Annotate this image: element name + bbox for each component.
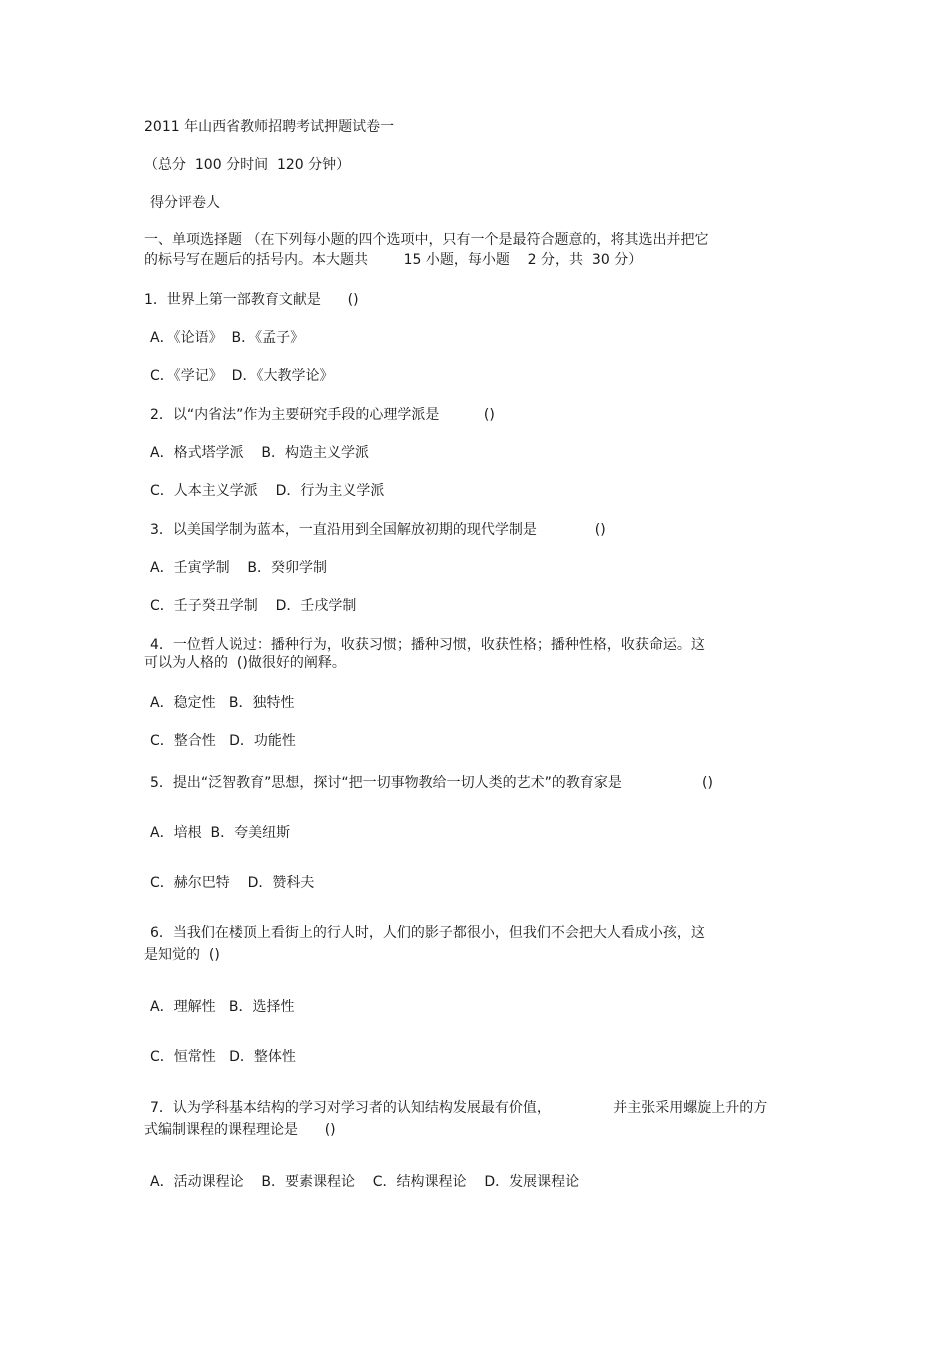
question-1-options-ab: A．《论语》 B．《孟子》: [150, 330, 305, 346]
exam-title: 2011 年山西省教师招聘考试押题试卷一: [144, 119, 395, 135]
question-4-stem-line-1: 4．一位哲人说过：播种行为，收获习惯；播种习惯，收获性格；播种性格，收获命运。这: [150, 637, 705, 653]
question-3-options-ab: A．壬寅学制 B．癸卯学制: [150, 560, 327, 576]
exam-meta: （总分 100 分时间 120 分钟）: [144, 157, 351, 173]
question-7-stem-line-1: 7．认为学科基本结构的学习对学习者的认知结构发展最有价值， 并主张采用螺旋上升的方: [150, 1100, 768, 1116]
question-4-options-ab: A．稳定性 B．独特性: [150, 695, 295, 711]
scorer-label: 得分评卷人: [150, 195, 220, 211]
question-2-stem: 2．以“内省法”作为主要研究手段的心理学派是 (): [150, 407, 495, 423]
question-6-options-ab: A．理解性 B．选择性: [150, 999, 295, 1015]
question-4-stem-line-2: 可以为人格的 ()做很好的阐释。: [144, 655, 346, 671]
question-7-options: A．活动课程论 B．要素课程论 C．结构课程论 D．发展课程论: [150, 1174, 580, 1190]
question-6-options-cd: C．恒常性 D．整体性: [150, 1049, 296, 1065]
question-2-options-cd: C．人本主义学派 D．行为主义学派: [150, 483, 385, 499]
question-5-options-ab: A．培根 B．夸美纽斯: [150, 825, 291, 841]
question-4-options-cd: C．整合性 D．功能性: [150, 733, 296, 749]
section-heading-line-2: 的标号写在题后的括号内。本大题共 15 小题，每小题 2 分，共 30 分）: [144, 252, 643, 268]
question-5-stem: 5．提出“泛智教育”思想，探讨“把一切事物教给一切人类的艺术”的教育家是 (): [150, 775, 713, 791]
section-heading-line-1: 一、单项选择题 （在下列每小题的四个选项中，只有一个是最符合题意的，将其选出并把它: [144, 232, 709, 248]
question-5-options-cd: C．赫尔巴特 D．赞科夫: [150, 875, 315, 891]
question-1-options-cd: C．《学记》 D．《大教学论》: [150, 368, 334, 384]
question-3-stem: 3．以美国学制为蓝本，一直沿用到全国解放初期的现代学制是 (): [150, 522, 606, 538]
question-6-stem-line-1: 6．当我们在楼顶上看街上的行人时，人们的影子都很小，但我们不会把大人看成小孩，这: [150, 925, 705, 941]
question-3-options-cd: C．壬子癸丑学制 D．壬戌学制: [150, 598, 357, 614]
question-7-stem-line-2: 式编制课程的课程理论是 (): [144, 1122, 336, 1138]
question-2-options-ab: A．格式塔学派 B．构造主义学派: [150, 445, 369, 461]
question-1-stem: 1．世界上第一部教育文献是 (): [144, 292, 359, 308]
question-6-stem-line-2: 是知觉的 (): [144, 947, 220, 963]
